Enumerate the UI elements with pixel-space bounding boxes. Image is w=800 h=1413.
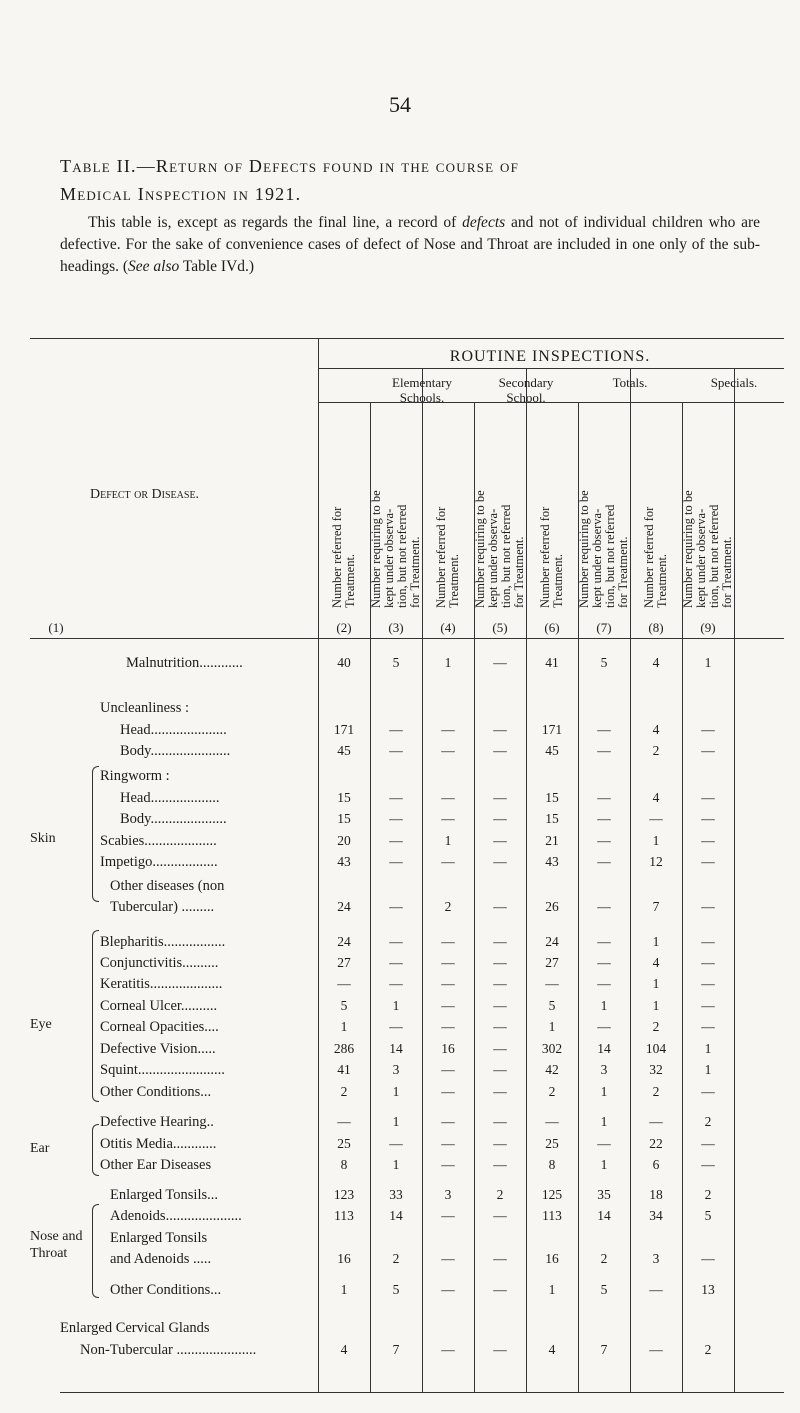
row-label: Corneal Ulcer..........: [100, 998, 218, 1014]
table-cell: —: [441, 976, 455, 991]
table-cell: —: [701, 955, 715, 970]
rule-bottom: [60, 1392, 784, 1393]
table-cell: 5: [600, 1282, 608, 1297]
table-cell: —: [389, 743, 403, 758]
row-label: Body.....................: [120, 811, 227, 827]
table-cell: —: [441, 743, 455, 758]
table-cell: —: [701, 811, 715, 826]
row-label: Corneal Opacities....: [100, 1019, 219, 1035]
brace-ear: [92, 1124, 99, 1176]
group-label: Specials.: [710, 375, 758, 390]
table-cell: —: [493, 1208, 507, 1223]
table-cell: 2: [548, 1084, 556, 1099]
table-cell: 8: [548, 1157, 556, 1172]
table-cell: 5: [392, 1282, 400, 1297]
table-cell: —: [493, 743, 507, 758]
referred-header: [318, 404, 370, 612]
table-cell: 3: [444, 1187, 452, 1202]
table-cell: 43: [545, 854, 559, 869]
table-cell: —: [493, 1157, 507, 1172]
table-cell: —: [389, 790, 403, 805]
table-cell: 21: [545, 833, 559, 848]
row-label: Head...................: [120, 790, 220, 806]
table-cell: —: [441, 1084, 455, 1099]
table-cell: 13: [701, 1282, 715, 1297]
table-cell: —: [389, 833, 403, 848]
table-heading: [60, 152, 760, 208]
table-cell: —: [389, 934, 403, 949]
table-cell: —: [597, 1136, 611, 1151]
table-cell: —: [701, 722, 715, 737]
column-number: (1): [48, 620, 64, 635]
table-cell: 1: [444, 655, 452, 670]
row-label: Otitis Media............: [100, 1136, 217, 1152]
row-label: Enlarged Tonsils...: [110, 1187, 218, 1203]
vertical-header-text: Number requiring to be kept under observa- tion, but not referred for Treatment.: [473, 490, 526, 608]
row-label: Uncleanliness :: [100, 700, 189, 716]
table-cell: 1: [652, 976, 660, 991]
table-cell: —: [493, 899, 507, 914]
table-cell: 41: [545, 655, 559, 670]
table-cell: 1: [704, 655, 712, 670]
vertical-header-text: Number referred for Treatment.: [642, 506, 669, 608]
table-cell: 1: [652, 934, 660, 949]
table-cell: 16: [441, 1041, 455, 1056]
table-cell: 14: [389, 1041, 403, 1056]
table-cell: 14: [389, 1208, 403, 1223]
table-cell: —: [441, 811, 455, 826]
intro-emphasis-defects: defects: [462, 214, 506, 231]
table-cell: 286: [333, 1041, 355, 1056]
table-cell: —: [493, 1342, 507, 1357]
table-cell: —: [493, 1114, 507, 1129]
table-cell: 43: [337, 854, 351, 869]
row-label: Defective Hearing..: [100, 1114, 214, 1130]
table-cell: —: [389, 1136, 403, 1151]
table-cell: 12: [649, 854, 663, 869]
table-cell: —: [441, 1062, 455, 1077]
table-cell: —: [701, 854, 715, 869]
table-cell: —: [493, 854, 507, 869]
column-number: (8): [648, 620, 664, 635]
column-number: (6): [544, 620, 560, 635]
group-label: Totals.: [612, 375, 648, 390]
row-label: and Adenoids .....: [110, 1251, 212, 1267]
row-label: Tubercular) .........: [110, 899, 215, 915]
table-cell: 45: [337, 743, 351, 758]
brace-nose_throat: [92, 1204, 99, 1298]
table-cell: —: [493, 934, 507, 949]
table-cell: —: [441, 1114, 455, 1129]
table-cell: 15: [545, 790, 559, 805]
table-cell: —: [701, 976, 715, 991]
table-cell: —: [441, 1282, 455, 1297]
table-cell: 5: [392, 655, 400, 670]
row-label: Enlarged Cervical Glands: [60, 1320, 210, 1336]
table-cell: 302: [541, 1041, 563, 1056]
table-cell: —: [597, 934, 611, 949]
table-cell: 2: [600, 1251, 608, 1266]
table-cell: —: [493, 655, 507, 670]
column-number: (5): [492, 620, 508, 635]
intro-paragraph: [60, 212, 760, 278]
table-cell: —: [389, 1019, 403, 1034]
table-cell: —: [649, 1342, 663, 1357]
heading-line-1: Table II.—Return of Defects found in the course of: [60, 156, 520, 176]
table-cell: —: [701, 934, 715, 949]
row-label: Enlarged Tonsils: [110, 1230, 208, 1246]
side-label-eye: Eye: [30, 1017, 52, 1032]
column-rule: [734, 368, 735, 1392]
table-cell: 2: [704, 1187, 712, 1202]
table-cell: —: [597, 955, 611, 970]
table-cell: —: [597, 854, 611, 869]
table-cell: 2: [392, 1251, 400, 1266]
table-cell: 24: [337, 899, 351, 914]
table-cell: —: [389, 899, 403, 914]
vertical-header-text: Number referred for Treatment.: [538, 506, 565, 608]
row-label: Blepharitis.................: [100, 934, 226, 950]
table-cell: 1: [600, 998, 608, 1013]
table-cell: —: [701, 1157, 715, 1172]
table-cell: 2: [704, 1114, 712, 1129]
table-cell: 1: [704, 1062, 712, 1077]
column-number: (3): [388, 620, 404, 635]
table-cell: 7: [652, 899, 660, 914]
table-cell: 1: [392, 1114, 400, 1129]
brace-eye: [92, 930, 99, 1102]
table-cell: —: [701, 899, 715, 914]
table-cell: 6: [652, 1157, 660, 1172]
column-number: (7): [596, 620, 612, 635]
table-cell: 2: [704, 1342, 712, 1357]
table-cell: —: [493, 955, 507, 970]
table-cell: 5: [600, 655, 608, 670]
referred-header: [630, 404, 682, 612]
table-cell: 5: [340, 998, 348, 1013]
rule-under-title: [318, 368, 784, 369]
table-cell: —: [649, 1114, 663, 1129]
table-cell: 113: [542, 1208, 562, 1223]
vertical-header-text: Number requiring to be kept under observa- tion, but not referred for Treatment.: [577, 490, 630, 608]
table-cell: 25: [545, 1136, 559, 1151]
table-cell: 35: [597, 1187, 611, 1202]
table-cell: —: [337, 976, 351, 991]
table-cell: —: [493, 1041, 507, 1056]
column-number: (9): [700, 620, 716, 635]
table-cell: —: [493, 976, 507, 991]
rule-top: [30, 338, 784, 339]
table-cell: 3: [392, 1062, 400, 1077]
row-label: Non-Tubercular ......................: [80, 1342, 257, 1358]
table-cell: 27: [337, 955, 351, 970]
table-cell: 2: [496, 1187, 504, 1202]
table-cell: —: [337, 1114, 351, 1129]
table-cell: —: [389, 955, 403, 970]
row-label: Squint........................: [100, 1062, 225, 1078]
table-cell: —: [701, 1019, 715, 1034]
table-cell: —: [649, 1282, 663, 1297]
table-cell: 8: [340, 1157, 348, 1172]
table-cell: 2: [652, 1084, 660, 1099]
table-cell: —: [441, 1342, 455, 1357]
table-cell: —: [493, 790, 507, 805]
row-label: Impetigo..................: [100, 854, 218, 870]
vertical-header-text: Number referred for Treatment.: [434, 506, 461, 608]
table-cell: 1: [340, 1019, 348, 1034]
table-cell: 15: [545, 811, 559, 826]
table-cell: 2: [652, 743, 660, 758]
observation-header: [682, 404, 734, 612]
table-cell: —: [493, 1084, 507, 1099]
table-cell: 1: [600, 1157, 608, 1172]
table-cell: 1: [392, 1084, 400, 1099]
row-label: Other Conditions...: [100, 1084, 212, 1100]
table-cell: 2: [340, 1084, 348, 1099]
table-cell: 4: [548, 1342, 556, 1357]
table-cell: 3: [652, 1251, 660, 1266]
table-cell: 3: [600, 1062, 608, 1077]
table-cell: —: [389, 976, 403, 991]
table-cell: —: [597, 722, 611, 737]
vertical-header-text: Number requiring to be kept under observa- tion, but not referred for Treatment.: [369, 490, 422, 608]
table-cell: 7: [392, 1342, 400, 1357]
table-cell: —: [389, 722, 403, 737]
table-cell: 18: [649, 1187, 663, 1202]
table-cell: 2: [652, 1019, 660, 1034]
row-label: Scabies....................: [100, 833, 217, 849]
table-cell: 45: [545, 743, 559, 758]
table-cell: 32: [649, 1062, 663, 1077]
referred-header: [422, 404, 474, 612]
table-cell: 24: [337, 934, 351, 949]
vertical-header-text: Number referred for Treatment.: [330, 506, 357, 608]
table-cell: 14: [597, 1041, 611, 1056]
table-cell: —: [597, 899, 611, 914]
row-label: Keratitis....................: [100, 976, 223, 992]
table-cell: 14: [597, 1208, 611, 1223]
table-cell: —: [493, 811, 507, 826]
table-cell: 171: [541, 722, 563, 737]
table-cell: 1: [392, 998, 400, 1013]
table-cell: 15: [337, 790, 351, 805]
table-cell: —: [441, 1208, 455, 1223]
table-cell: 4: [652, 955, 660, 970]
observation-header: [578, 404, 630, 612]
row-label: Other Conditions...: [110, 1282, 222, 1298]
table-cell: —: [441, 854, 455, 869]
table-cell: 4: [652, 722, 660, 737]
table-cell: —: [701, 1251, 715, 1266]
table-cell: —: [441, 955, 455, 970]
table-cell: 40: [337, 655, 351, 670]
table-cell: —: [597, 790, 611, 805]
table-cell: —: [701, 1084, 715, 1099]
table-cell: 1: [600, 1114, 608, 1129]
defect-column-header: Defect or Disease.: [90, 487, 200, 502]
vertical-header-text: Number requiring to be kept under observa- tion, but not referred for Treatment.: [681, 490, 734, 608]
table-cell: 113: [334, 1208, 354, 1223]
table-cell: 20: [337, 833, 351, 848]
page-number: 54: [389, 92, 411, 117]
table-cell: 1: [600, 1084, 608, 1099]
table-cell: —: [545, 976, 559, 991]
table-cell: 4: [340, 1342, 348, 1357]
table-cell: —: [597, 811, 611, 826]
table-cell: 1: [340, 1282, 348, 1297]
table-cell: 1: [392, 1157, 400, 1172]
table-cell: —: [493, 1282, 507, 1297]
table-cell: 27: [545, 955, 559, 970]
table-cell: 41: [337, 1062, 351, 1077]
table-cell: —: [701, 998, 715, 1013]
observation-header: [370, 404, 422, 612]
table-cell: —: [597, 1019, 611, 1034]
table-cell: —: [441, 1136, 455, 1151]
table-cell: 5: [548, 998, 556, 1013]
routine-inspections-title: ROUTINE INSPECTIONS.: [449, 348, 651, 365]
table-cell: —: [441, 934, 455, 949]
table-cell: —: [493, 1251, 507, 1266]
table-cell: 42: [545, 1062, 559, 1077]
table-cell: 1: [704, 1041, 712, 1056]
table-cell: 123: [333, 1187, 355, 1202]
table-cell: —: [389, 811, 403, 826]
table-cell: —: [493, 833, 507, 848]
table-cell: 34: [649, 1208, 663, 1223]
row-label: Defective Vision.....: [100, 1041, 216, 1057]
table-cell: —: [441, 722, 455, 737]
referred-header: [526, 404, 578, 612]
row-label: Adenoids.....................: [110, 1208, 242, 1224]
table-cell: —: [649, 811, 663, 826]
table-cell: 1: [548, 1019, 556, 1034]
table-cell: —: [701, 833, 715, 848]
row-label: Other diseases (non: [110, 878, 225, 894]
table-cell: —: [493, 1062, 507, 1077]
table-cell: —: [493, 998, 507, 1013]
table-cell: 2: [444, 899, 452, 914]
table-cell: 125: [541, 1187, 563, 1202]
table-cell: 1: [548, 1282, 556, 1297]
table-cell: 4: [652, 655, 660, 670]
table-cell: 26: [545, 899, 559, 914]
table-cell: —: [441, 998, 455, 1013]
table-cell: —: [389, 854, 403, 869]
intro-emphasis-see-also: See also: [128, 258, 180, 275]
table-cell: 7: [600, 1342, 608, 1357]
row-label: Conjunctivitis..........: [100, 955, 219, 971]
row-label: Malnutrition............: [126, 655, 243, 671]
table-cell: 5: [704, 1208, 712, 1223]
table-cell: 171: [333, 722, 355, 737]
table-cell: —: [701, 743, 715, 758]
table-cell: —: [493, 1019, 507, 1034]
intro-text-3: Table IVd.): [182, 258, 255, 275]
table-cell: 1: [444, 833, 452, 848]
side-label-ear: Ear: [30, 1141, 50, 1156]
table-cell: 24: [545, 934, 559, 949]
column-number: (4): [440, 620, 456, 635]
table-cell: —: [441, 1157, 455, 1172]
table-cell: —: [493, 722, 507, 737]
table-cell: —: [441, 1251, 455, 1266]
table-cell: —: [701, 790, 715, 805]
intro-text-1: This table is, except as regards the final line, a record of: [88, 214, 457, 231]
table-cell: —: [701, 1136, 715, 1151]
side-label-nose_throat: Nose and Throat: [30, 1229, 83, 1261]
table-cell: —: [597, 833, 611, 848]
table-cell: 16: [545, 1251, 559, 1266]
table-cell: 1: [652, 998, 660, 1013]
side-label-skin: Skin: [30, 831, 56, 846]
table-cell: 1: [652, 833, 660, 848]
table-cell: —: [597, 743, 611, 758]
heading-line-2: Medical Inspection in 1921.: [60, 184, 302, 204]
table-cell: 16: [337, 1251, 351, 1266]
table-cell: —: [441, 1019, 455, 1034]
table-cell: 15: [337, 811, 351, 826]
table-cell: —: [441, 790, 455, 805]
row-label: Other Ear Diseases: [100, 1157, 212, 1173]
row-label: Ringworm :: [100, 768, 170, 784]
table-cell: 22: [649, 1136, 663, 1151]
row-label: Body......................: [120, 743, 231, 759]
column-number: (2): [336, 620, 352, 635]
table-cell: 33: [389, 1187, 403, 1202]
table-cell: —: [493, 1136, 507, 1151]
observation-header: [474, 404, 526, 612]
table-cell: —: [545, 1114, 559, 1129]
table-cell: —: [597, 976, 611, 991]
intro-text-2: and not of individual children who are defective. For the sake of convenience cases of defect of Nose and Throat are included in one only of the sub-headings. (: [60, 214, 761, 275]
table-cell: 104: [645, 1041, 667, 1056]
brace-skin: [92, 766, 99, 902]
group-label: Secondary School.: [498, 375, 554, 405]
group-label: Elementary Schools.: [392, 375, 452, 405]
table-cell: 25: [337, 1136, 351, 1151]
table-cell: 4: [652, 790, 660, 805]
row-label: Head.....................: [120, 722, 227, 738]
rule-under-header: [30, 638, 784, 639]
